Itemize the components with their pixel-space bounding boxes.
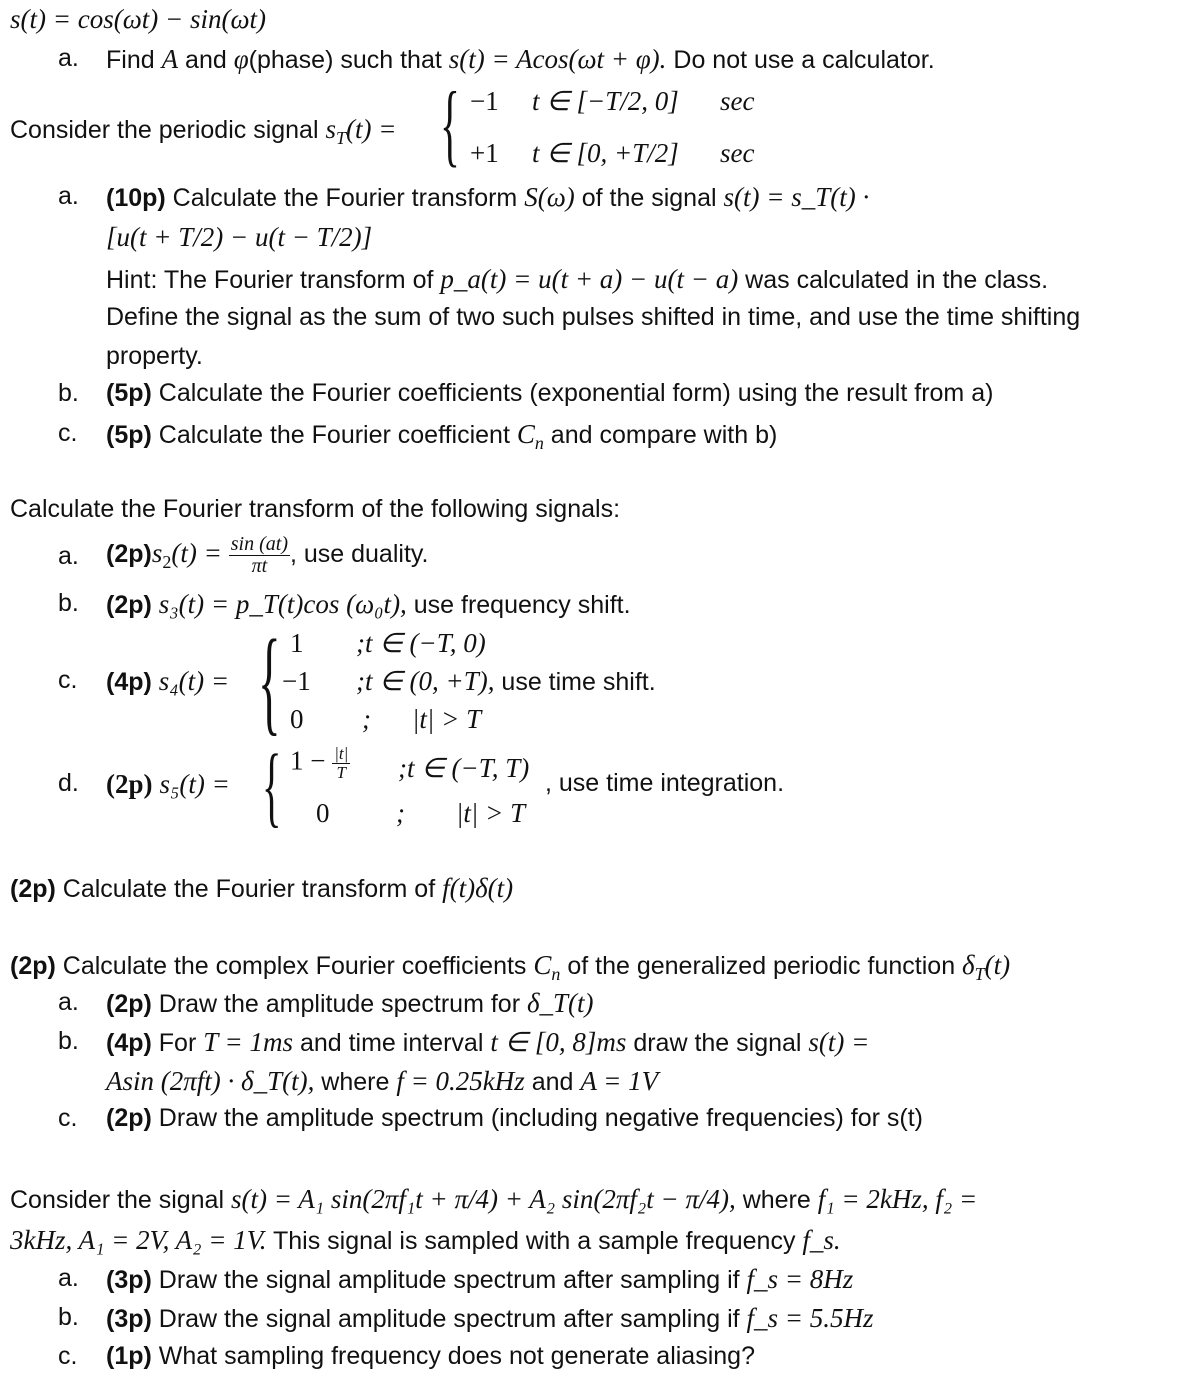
- problem6-part-b: b. (3p) Draw the signal amplitude spectrum after sampling if f_s = 5.5Hz: [58, 1303, 874, 1333]
- hint-line-2: Define the signal as the sum of two such pulses shifted in time, and use the time shifting: [106, 303, 1081, 331]
- hint-line-1: Hint: The Fourier transform of p_a(t) = u(t + a) − u(t − a) was calculated in the class.: [106, 264, 1049, 294]
- problem3-part-d-hint: , use time integration.: [545, 769, 785, 797]
- case-domain-2: ;t ∈ (0, +T), use time shift.: [356, 666, 656, 696]
- case-domain-1: ;t ∈ (−T, 0): [356, 628, 486, 658]
- problem2-part-c: c. (5p) Calculate the Fourier coefficient $C_n$ and compare with b): [58, 419, 778, 453]
- problem5-part-b-line2: Asin (2πft) · δ_T(t), where f = 0.25kHz and A = 1V: [106, 1066, 659, 1096]
- problem1-signal: s(t) = cos(ωt) − sin(ωt): [10, 4, 267, 34]
- case-row-2: +1 t ∈ [0, +T/2] sec: [470, 138, 755, 168]
- case-brace: {: [440, 73, 460, 175]
- problem6-part-a: a. (3p) Draw the signal amplitude spectrum after sampling if f_s = 8Hz: [58, 1264, 854, 1294]
- problem3-part-a: a. $(2p)s_2(t)$ = $\frac{\sin (at)}{\pi t}$ , use duality.: [58, 533, 429, 577]
- case-row-1: −1 t ∈ [−T/2, 0] sec: [470, 86, 755, 116]
- problem3-part-b: b. (2p) s₃(t) = p_T(t)cos (ω₀t), use frequency shift.: [58, 589, 631, 619]
- case-domain-3: |t| > T: [412, 704, 482, 734]
- problem6-part-c: c. (1p) What sampling frequency does not generate aliasing?: [58, 1342, 755, 1370]
- fraction: $\frac{\sin (at)}{\pi t}$: [230, 533, 288, 577]
- case-row-1: 1: [290, 628, 304, 658]
- problem2-intro: Consider the periodic signal $s_T(t)$ =: [10, 114, 397, 148]
- problem6-intro: Consider the signal s(t) = A₁ sin(2πf₁t + π/4) + A₂ sin(2πf₂t − π/4), where f₁ = 2kHz, f₂ =: [10, 1184, 978, 1214]
- case-row-2: −1: [282, 666, 311, 696]
- hint-line-3: property.: [106, 342, 203, 370]
- problem5-part-c: c. (2p) Draw the amplitude spectrum (including negative frequencies) for s(t): [58, 1104, 924, 1132]
- problem5-part-a: a. (2p) Draw the amplitude spectrum for δ_T(t): [58, 988, 594, 1018]
- case-domain-2: |t| > T: [456, 798, 526, 828]
- problem3-part-c: c. (4p) s₄(t) =: [58, 666, 230, 696]
- case-row-1: 1 − $\frac{|t|}{T}$: [290, 744, 349, 782]
- problem5-part-b: b. (4p) For T = 1ms and time interval t ∈ [0, 8]ms draw the signal s(t) =: [58, 1027, 870, 1057]
- case-brace: {: [258, 615, 281, 746]
- problem3-intro: Calculate the Fourier transform of the following signals:: [10, 495, 621, 523]
- problem2-part-b: b. (5p) Calculate the Fourier coefficients (exponential form) using the result from a): [58, 379, 994, 407]
- item-label: a.: [58, 44, 79, 72]
- case-semicolon: ;: [396, 798, 405, 828]
- fraction: $\frac{|t|}{T}$: [334, 744, 349, 782]
- problem2-window: [u(t + T/2) − u(t − T/2)]: [106, 222, 373, 252]
- problem5-intro: (2p) Calculate the complex Fourier coefficients $C_n$ of the generalized periodic function $\delta_T(t)$: [10, 950, 1011, 984]
- problem2-part-a: a. (10p) Calculate the Fourier transform S(ω) of the signal s(t) = s_T(t) ·: [58, 182, 870, 212]
- problem1-part-a: a. Find A and φ(phase) such that s(t) = Acos(ωt + φ). Do not use a calculator.: [58, 44, 935, 74]
- problem4: (2p) Calculate the Fourier transform of f(t)δ(t): [10, 873, 514, 903]
- case-semicolon: ;: [362, 704, 371, 734]
- case-brace: {: [262, 737, 282, 836]
- case-row-2: 0: [316, 798, 330, 828]
- case-domain-1: ;t ∈ (−T, T): [398, 753, 530, 783]
- problem3-part-d: d. (2p) s₅(t) =: [58, 769, 230, 799]
- problem6-intro-line2: 3kHz, A₁ = 2V, A₂ = 1V. This signal is sampled with a sample frequency f_s.: [10, 1225, 841, 1255]
- case-row-3: 0: [290, 704, 304, 734]
